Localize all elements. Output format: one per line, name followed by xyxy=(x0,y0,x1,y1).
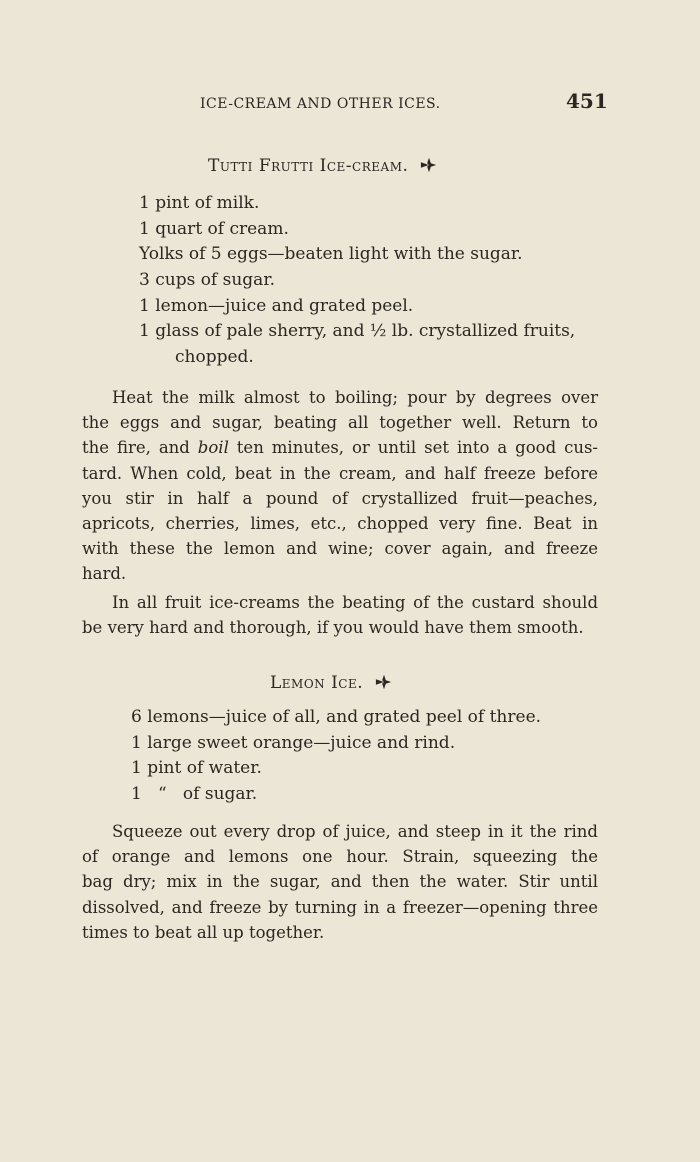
text-run: ten minutes, or until set into a good cus- xyxy=(228,438,599,458)
text-line: with these the lemon and wine; cover again, and freeze xyxy=(82,539,598,559)
text-line: Heat the milk almost to boiling; pour by degrees over xyxy=(112,388,598,407)
ingredient-list xyxy=(139,191,575,371)
emphasis-text: boil xyxy=(197,438,229,458)
text-line xyxy=(82,435,598,460)
ingredient-item: 3 cups of sugar. xyxy=(139,270,275,291)
ingredient-item: 1 glass of pale sherry, and ½ lb. crystallized fruits, xyxy=(139,321,576,342)
ingredient-item: chopped. xyxy=(175,347,254,368)
directions-paragraph xyxy=(82,385,598,587)
text-line: times to beat all up together. xyxy=(82,922,325,942)
recipe-title-tutti-frutti xyxy=(208,156,438,176)
text-line: the eggs and sugar, beating all together well. Return to xyxy=(82,413,598,433)
maltese-cross-icon xyxy=(420,156,438,174)
note-paragraph xyxy=(82,590,598,640)
ingredient-item: 1 “ of sugar. xyxy=(131,784,258,805)
ingredient-item: 6 lemons—juice of all, and grated peel of three. xyxy=(131,707,542,727)
text-line: tard. When cold, beat in the cream, and half freeze before xyxy=(82,463,598,483)
ingredient-item: 1 quart of cream. xyxy=(139,218,289,239)
ingredient-item: 1 lemon—juice and grated peel. xyxy=(139,295,414,316)
text-line: dissolved, and freeze by turning in a freezer—opening three xyxy=(82,897,598,917)
recipe-title-text: Tutti Frutti Ice-cream. xyxy=(208,156,409,176)
text-run: the fire, and xyxy=(82,438,198,458)
text-line: apricots, cherries, limes, etc., chopped very fine. Beat in xyxy=(82,514,598,534)
text-line: Squeeze out every drop of juice, and steep in it the rind xyxy=(112,822,598,841)
maltese-cross-icon xyxy=(375,673,393,691)
ingredient-item: 1 large sweet orange—juice and rind. xyxy=(131,732,456,753)
text-line: of orange and lemons one hour. Strain, squeezing the xyxy=(82,847,598,867)
ingredient-list xyxy=(131,705,541,808)
recipe-title-lemon-ice xyxy=(270,673,393,693)
recipe-title-text: Lemon Ice. xyxy=(270,673,364,693)
text-line: be very hard and thorough, if you would have them smooth. xyxy=(82,618,584,638)
text-line: bag dry; mix in the sugar, and then the water. Stir until xyxy=(82,872,598,892)
page-number: 451 xyxy=(566,89,608,113)
text-line: In all fruit ice-creams the beating of the custard should xyxy=(112,593,598,612)
text-line: you stir in half a pound of crystallized fruit—peaches, xyxy=(82,488,598,508)
ingredient-item: Yolks of 5 eggs—beaten light with the sugar. xyxy=(139,244,523,265)
ingredient-item: 1 pint of water. xyxy=(131,758,262,779)
ingredient-item: 1 pint of milk. xyxy=(139,193,260,213)
running-head: ICE-CREAM AND OTHER ICES. xyxy=(200,96,441,112)
directions-paragraph xyxy=(82,819,598,945)
text-line: hard. xyxy=(82,564,127,584)
